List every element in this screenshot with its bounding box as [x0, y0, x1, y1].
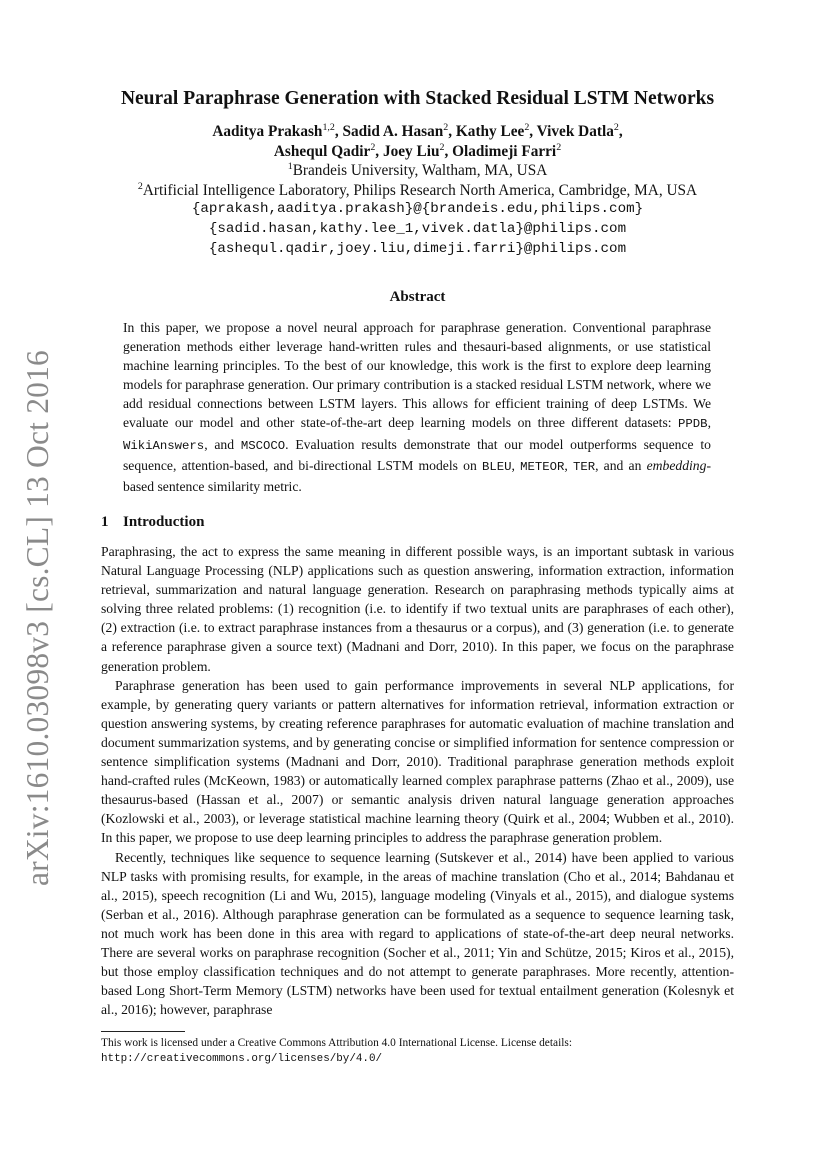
license-url[interactable]: http://creativecommons.org/licenses/by/4.0/ — [101, 1053, 383, 1065]
metric-name: BLEU — [481, 459, 512, 474]
license-footnote — [101, 1035, 734, 1067]
section-heading — [101, 514, 204, 531]
footnote-text: This work is licensed under a Creative Commons Attribution 4.0 International License. License details: — [101, 1037, 573, 1049]
arxiv-identifier: arXiv:1610.03098v3 [cs.CL] 13 Oct 2016 — [20, 349, 55, 887]
author-name: Oladimeji Farri — [452, 142, 557, 160]
section-number: 1 — [101, 514, 109, 530]
author-affiliation-mark: 2 — [613, 121, 619, 133]
author-affiliation-mark: 2 — [439, 141, 445, 153]
paragraph: Paraphrasing, the act to express the same meaning in different possible ways, is an important subtask in various Natural Language Processing (NLP) applications such as question answering, information extraction, information retrieval, summarization and natural language generation. Research on paraphrasing methods typically aims at solving three related problems: (1) recognition (i.e. to identify if two textual units are paraphrases of each other), (2) extraction (i.e. to extract paraphrase instances from a thesaurus or a corpus), and (3) generation (i.e. to generate a reference paraphrase given a source text) (Madnani and Dorr, 2010). In this paper, we focus on the paraphrase generation problem. — [101, 544, 734, 674]
email-line: {aprakash,aaditya.prakash}@{brandeis.edu,philips.com} — [191, 201, 644, 218]
author-line-2: Ashequl Qadir$^2$, Joey Liu$^2$, Oladimeji Farri$^2$ — [273, 141, 562, 160]
dataset-name: PPDB — [678, 417, 708, 432]
metric-name: TER — [572, 459, 596, 474]
section-title: Introduction — [123, 514, 205, 530]
paragraph: Recently, techniques like sequence to sequence learning (Sutskever et al., 2014) have been applied to various NLP tasks with promising results, for example, in the areas of machine translation (Cho et al., 2014; Bahdanau et al., 2015), speech recognition (Li and Wu, 2015), language modeling (Vinyals et al., 2015), and dialogue systems (Serban et al., 2016). Although paraphrase generation can be formulated as a sequence to sequence learning task, not much work has been done in this area with regard to applications of state-of-the-art deep neural networks. There are several works on paraphrase recognition (Socher et al., 2011; Yin and Schütze, 2015; Kiros et al., 2015), but those employ classification techniques and do not attempt to generate paraphrases. More recently, attention-based Long Short-Term Memory (LSTM) networks have been used for textual entailment generation (Kolesnyk et al., 2016); however, paraphrase — [101, 849, 734, 1018]
paragraph: Paraphrase generation has been used to gain performance improvements in several NLP applications, for example, by generating query variants or pattern alternatives for information retrieval, information extraction or question answering systems, by creating reference paraphrases for automatic evaluation of machine translation and document summarization systems, and by generating concise or simplified information for sentence compression or sentence simplification systems (Madnani and Dorr, 2010). Traditional paraphrase generation methods exploit hand-crafted rules (McKeown, 1983) or automatically learned complex paraphrase patterns (Zhao et al., 2009), use thesaurus-based (Hassan et al., 2007) or semantic analysis driven natural language generation approaches (Kozlowski et al., 2003), or leverage statistical machine learning theory (Quirk et al., 2004; Wubben et al., 2010). In this paper, we propose to use deep learning principles to address the paraphrase generation problem. — [101, 677, 734, 846]
dataset-name: WikiAnswers — [123, 438, 205, 453]
author-line-1: Aaditya Prakash$^{1,2}$, Sadid A. Hasan$^2$, Kathy Lee$^2$, Vivek Datla$^2$, — [212, 121, 623, 140]
author-name: Kathy Lee — [455, 123, 525, 140]
author-name: Aaditya Prakash — [212, 123, 323, 140]
author-name: Ashequl Qadir — [273, 142, 371, 160]
affiliation-1: $^1$Brandeis University, Waltham, MA, USA — [287, 161, 548, 180]
abstract-body: In this paper, we propose a novel neural approach for paraphrase generation. Conventional paraphrase generation methods either leverage hand-written rules and thesauri-based alignments, or use statistical machine learning principles. To the best of our knowledge, this work is the first to explore deep learning models for paraphrase generation. Our primary contribution is a stacked residual LSTM network, where we add residual connections between LSTM layers. This allows for efficient training of deep LSTMs. We evaluate our model and other state-of-the-art deep learning models on three different datasets: PPDB, WikiAnswers, and MSCOCO. Evaluation results demonstrate that our model outperforms sequence to sequence, attention-based, and bi-directional LSTM models on BLEU, METEOR, TER, and an embedding-based sentence similarity metric. — [123, 320, 711, 494]
paper-title: Neural Paraphrase Generation with Stacked Residual LSTM Networks — [120, 88, 715, 109]
abstract-heading: Abstract — [389, 289, 446, 305]
metric-name: METEOR — [520, 459, 565, 474]
email-line: {ashequl.qadir,joey.liu,dimeji.farri}@philips.com — [208, 240, 627, 257]
author-affiliation-mark: 2 — [556, 141, 562, 153]
author-affiliation-mark: 2 — [443, 121, 449, 133]
email-line: {sadid.hasan,kathy.lee_1,vivek.datla}@philips.com — [208, 220, 627, 237]
dataset-name: MSCOCO — [240, 438, 286, 453]
arxiv-sidebar — [18, 348, 58, 888]
author-affiliation-mark: 2 — [524, 121, 530, 133]
author-name: Joey Liu — [382, 142, 440, 160]
author-name: Vivek Datla — [536, 123, 614, 140]
footnote-rule — [101, 1031, 185, 1032]
author-affiliation-mark: 1,2 — [322, 121, 335, 133]
author-name: Sadid A. Hasan — [342, 123, 444, 140]
affiliation-2: $^2$Artificial Intelligence Laboratory, Philips Research North America, Cambridge, MA, USA — [137, 180, 698, 199]
author-block — [91, 122, 744, 259]
author-affiliation-mark: 2 — [370, 141, 376, 153]
introduction-body — [101, 542, 734, 1019]
emphasis: embedding — [646, 457, 707, 473]
